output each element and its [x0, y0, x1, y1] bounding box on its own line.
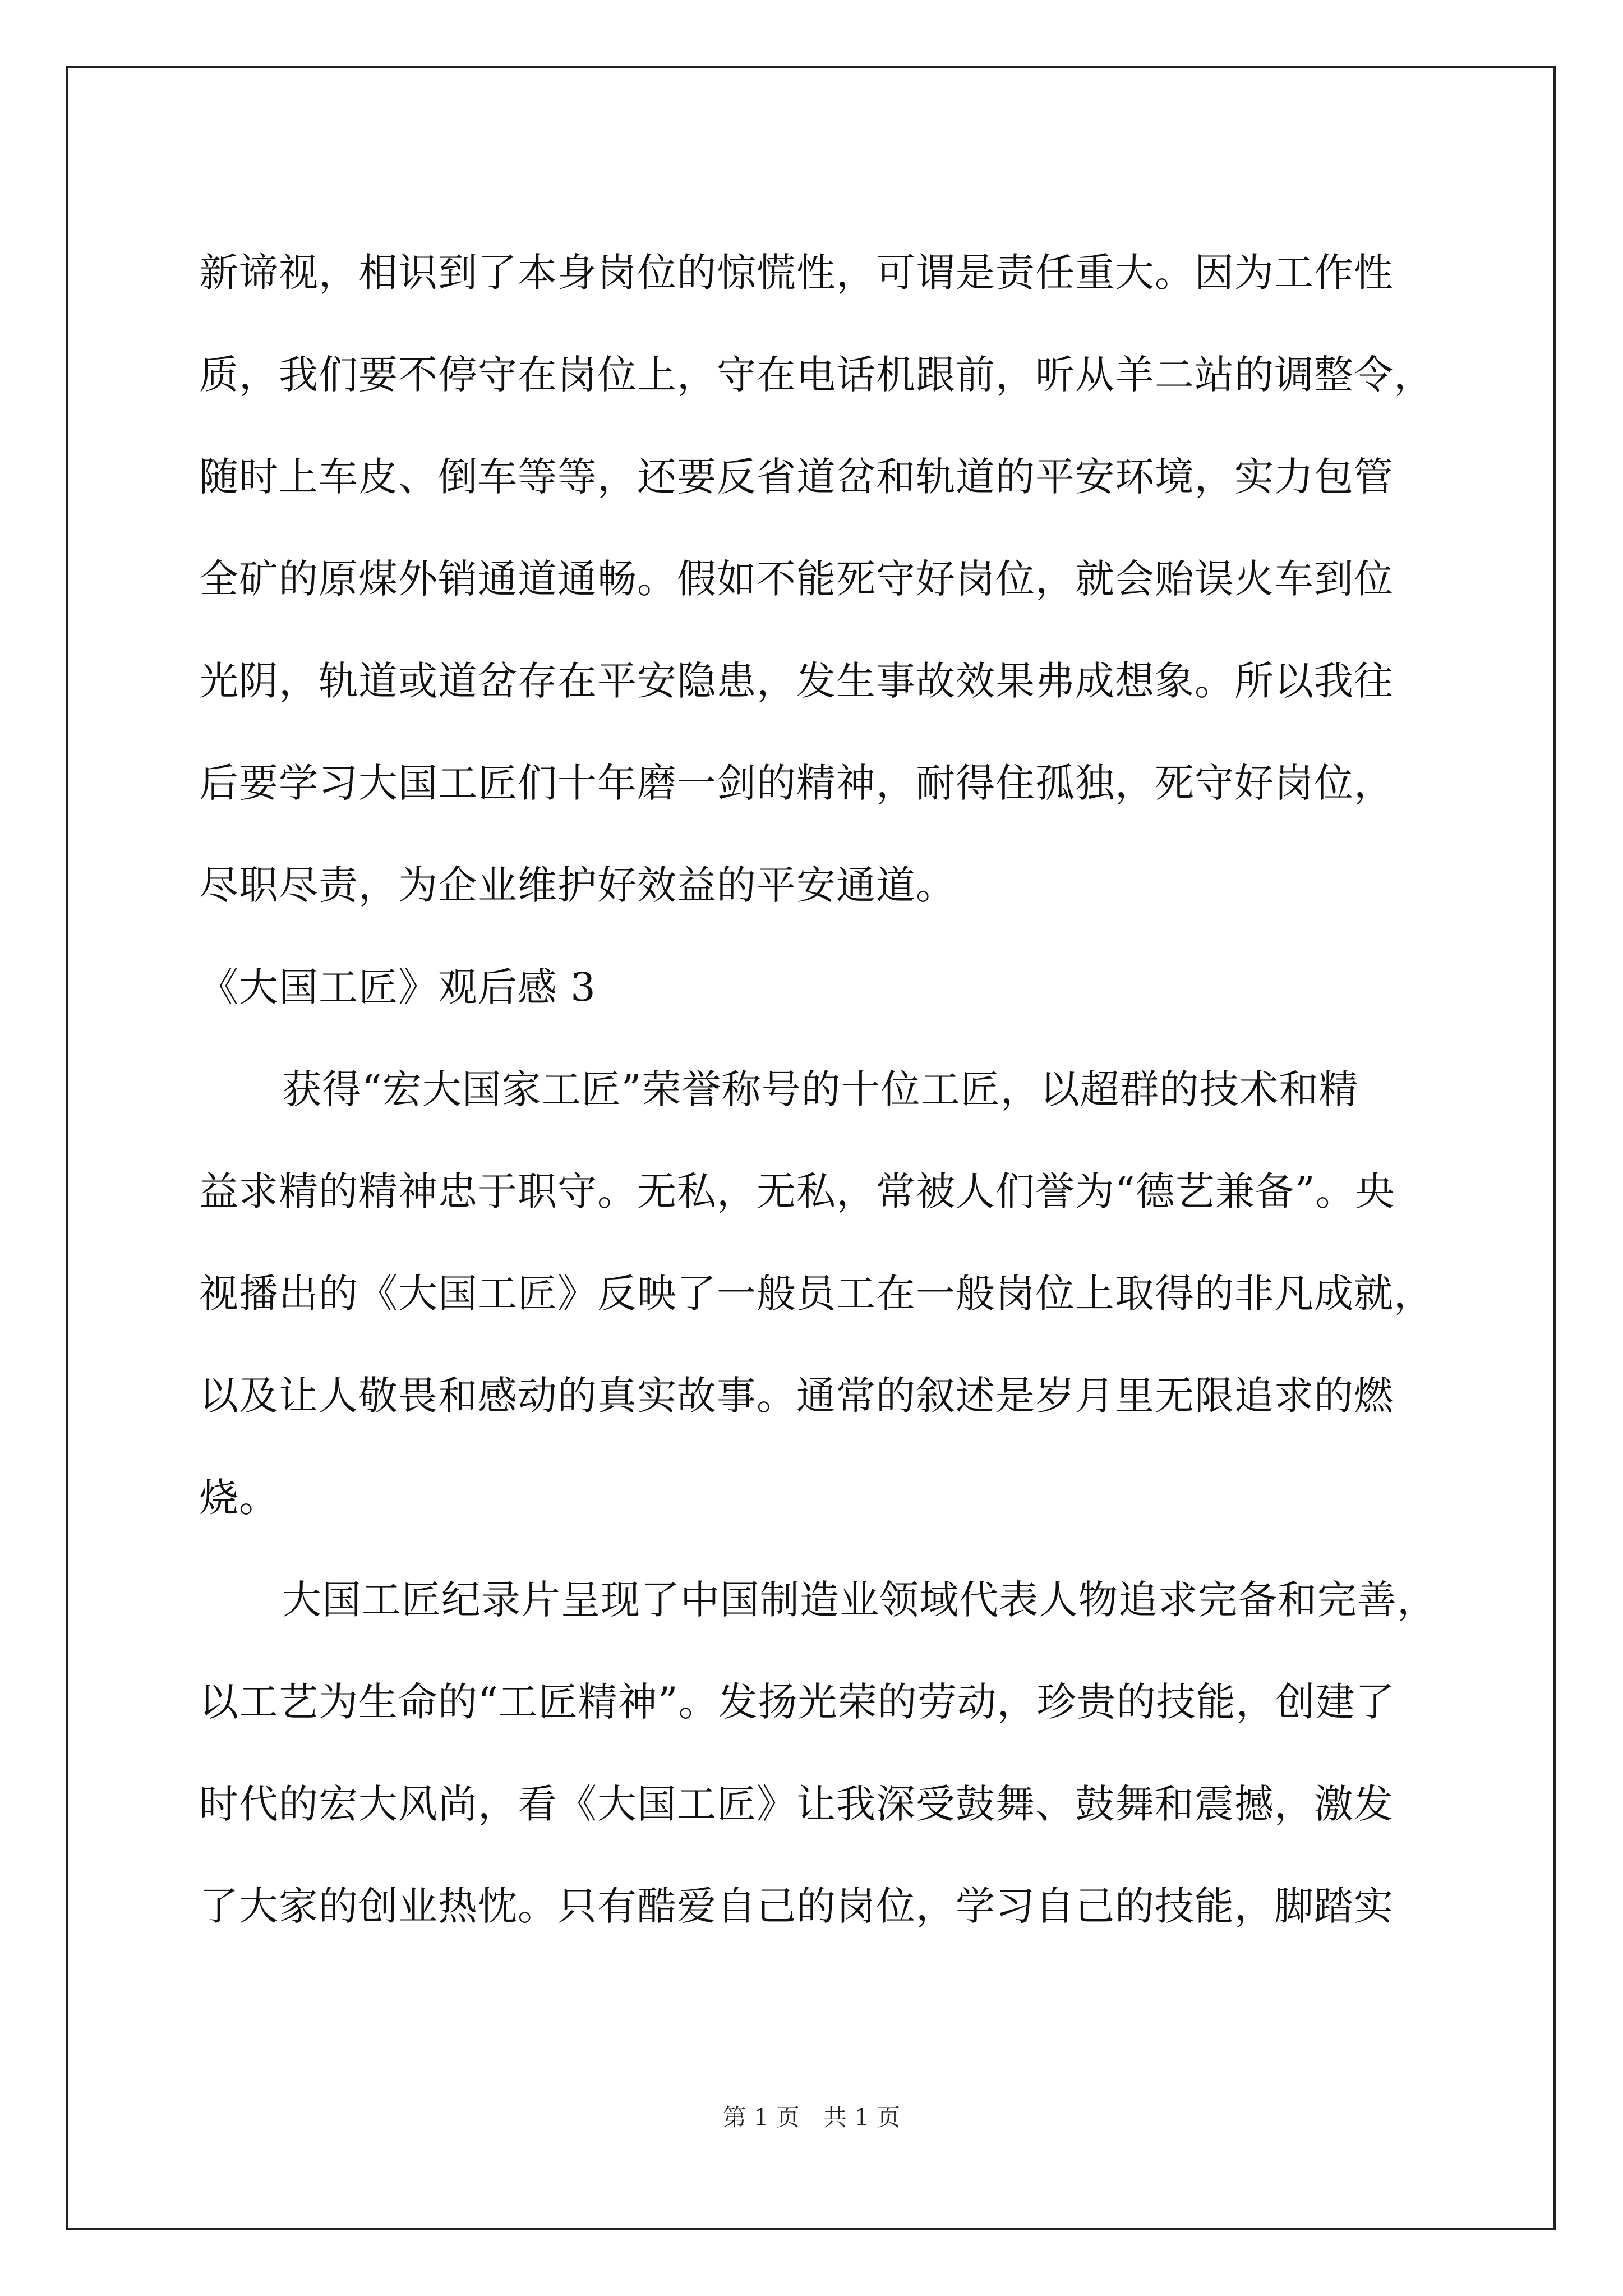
text-line: 了大家的创业热忱。只有酷爱自己的岗位，学习自己的技能，脚踏实	[199, 1883, 1394, 1929]
text-line: 后要学习大国工匠们十年磨一剑的精神，耐得住孤独，死守好岗位，	[199, 760, 1394, 806]
text-line: 随时上车皮、倒车等等，还要反省道岔和轨道的平安环境，实力包管	[199, 454, 1394, 500]
text-line: 新谛视，相识到了本身岗位的惊慌性，可谓是责任重大。因为工作性	[199, 250, 1394, 296]
text-line: 以及让人敬畏和感动的真实故事。通常的叙述是岁月里无限追求的燃	[199, 1373, 1394, 1419]
section-title: 《大国工匠》观后感 3	[199, 964, 596, 1010]
text-line: 获得“宏大国家工匠”荣誉称号的十位工匠，以超群的技术和精	[282, 1066, 1359, 1112]
text-line: 全矿的原煤外销通道通畅。假如不能死守好岗位，就会贻误火车到位	[199, 556, 1394, 602]
document-body	[199, 222, 1438, 1957]
text-line: 视播出的《大国工匠》反映了一般员工在一般岗位上取得的非凡成就，	[199, 1271, 1433, 1317]
paragraph-1	[199, 222, 1438, 936]
page-number: 第 1 页 共 1 页	[722, 2104, 901, 2131]
text-line: 益求精的精神忠于职守。无私，无私，常被人们誉为“德艺兼备”。央	[199, 1168, 1395, 1214]
text-line: 烧。	[199, 1475, 279, 1521]
text-line: 质，我们要不停守在岗位上，守在电话机跟前，听从羊二站的调整令，	[199, 352, 1433, 398]
paragraph-2	[199, 1038, 1438, 1549]
text-line: 尽职尽责，为企业维护好效益的平安通道。	[199, 862, 956, 908]
text-line: 时代的宏大风尚，看《大国工匠》让我深受鼓舞、鼓舞和震撼，激发	[199, 1781, 1394, 1827]
text-line: 大国工匠纪录片呈现了中国制造业领域代表人物追求完备和完善，	[282, 1577, 1437, 1623]
text-line: 光阴，轨道或道岔存在平安隐患，发生事故效果弗成想象。所以我往	[199, 658, 1394, 704]
paragraph-3	[199, 1549, 1438, 1957]
text-line: 以工艺为生命的“工匠精神”。发扬光荣的劳动，珍贵的技能，创建了	[199, 1679, 1395, 1725]
